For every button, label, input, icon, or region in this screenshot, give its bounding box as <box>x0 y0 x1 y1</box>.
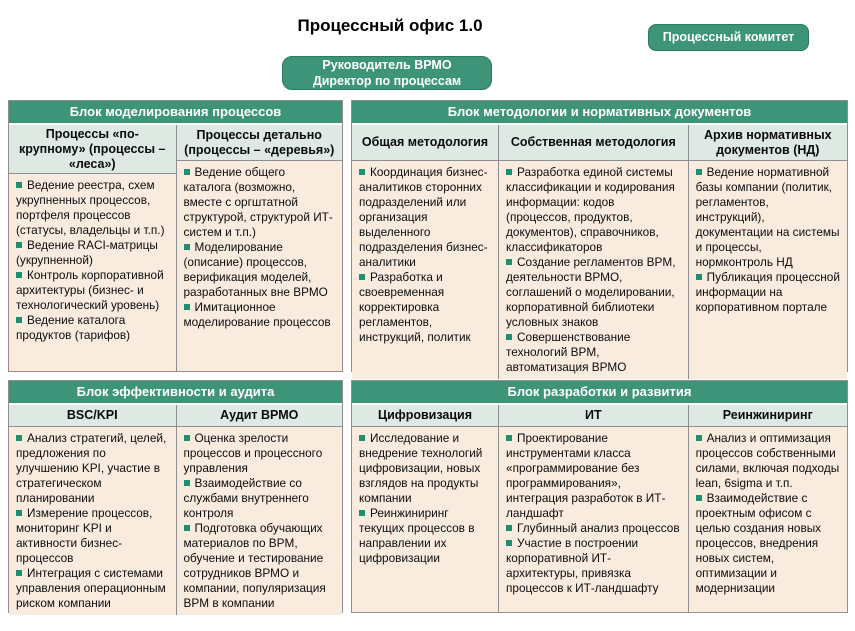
item-text: Реинжиниринг текущих процессов в направлении их цифровизации <box>359 506 475 565</box>
list-item <box>696 491 841 596</box>
item-text: Анализ и оптимизация процессов собственными силами, включая подходы lean, 6sigma и т.п. <box>695 431 840 490</box>
column-items <box>9 174 176 371</box>
item-text: Публикация процессной информации на корпоративном портале <box>695 270 840 314</box>
list-item <box>16 506 170 566</box>
list-item <box>696 270 841 315</box>
item-text: Контроль корпоративной архитектуры (бизнес- и технологический уровень) <box>16 268 164 313</box>
list-item <box>184 521 337 611</box>
bullet-square-icon <box>696 169 702 175</box>
column-items <box>499 161 688 379</box>
column-header: Процессы «по-крупному» (процессы – «леса») <box>9 125 176 174</box>
bullet-square-icon <box>16 242 22 248</box>
item-text: Измерение процессов, мониторинг KPI и активности бизнес-процессов <box>16 506 153 565</box>
bullet-square-icon <box>16 570 22 576</box>
page-title: Процессный офис 1.0 <box>297 16 483 35</box>
bullet-square-icon <box>359 435 365 441</box>
bpmo-head-line2: Директор по процессам <box>312 74 462 88</box>
column-items <box>177 161 343 371</box>
column-own-methodology <box>498 125 688 379</box>
list-item <box>16 566 170 611</box>
column-header: Реинжиниринг <box>689 405 847 427</box>
bullet-square-icon <box>506 435 512 441</box>
column-header: Аудит ВРМО <box>177 405 343 427</box>
column-header: Общая методология <box>352 125 498 161</box>
bullet-square-icon <box>16 272 22 278</box>
block-columns <box>352 125 847 374</box>
item-text: Ведение общего каталога (возможно, вместе с оргштатной структурой, структурой ИТ-систем и т.п.) <box>183 165 333 239</box>
bullet-square-icon <box>359 510 365 516</box>
list-item <box>506 521 682 536</box>
item-text: Интеграция с системами управления операционным риском компании <box>16 566 166 610</box>
column-processes-coarse <box>9 125 176 371</box>
column-items <box>689 161 847 379</box>
column-items <box>177 427 343 615</box>
column-items <box>689 427 847 612</box>
column-items <box>9 427 176 615</box>
list-item <box>506 165 682 255</box>
block-methodology-docs <box>351 100 848 372</box>
bullet-square-icon <box>359 169 365 175</box>
list-item <box>184 431 337 476</box>
item-text: Разработка и своевременная корректировка регламентов, инструкций, политик <box>359 270 471 344</box>
item-text: Ведение каталога продуктов (тарифов) <box>16 313 131 343</box>
item-text: Взаимодействие с проектным офисом с целью создания новых процессов, внедрения новых систем, оптимизации и модернизации <box>695 491 822 595</box>
block-title: Блок моделирования процессов <box>9 101 342 125</box>
list-item <box>506 330 682 375</box>
block-columns <box>9 125 342 371</box>
block-columns <box>9 405 342 612</box>
item-text: Взаимодействие со службами внутреннего контроля <box>183 476 309 520</box>
bpmo-head-badge <box>282 56 492 90</box>
item-text: Участие в построении корпоративной ИТ-архитектуры, привязка процессов к ИТ-ландшафту <box>506 536 659 595</box>
list-item <box>184 165 337 240</box>
list-item <box>506 536 682 596</box>
process-committee-badge: Процессный комитет <box>648 24 809 51</box>
column-it <box>498 405 688 612</box>
item-text: Оценка зрелости процессов и процессного управления <box>183 431 323 475</box>
item-text: Совершенствование технологий BPM, автоматизация ВРМО <box>506 330 631 374</box>
list-item <box>359 431 492 506</box>
item-text: Создание регламентов BPM, деятельности ВРМО, соглашений о моделировании, корпоративной библиотеки условных знаков <box>506 255 676 329</box>
block-title: Блок эффективности и аудита <box>9 381 342 405</box>
bullet-square-icon <box>696 274 702 280</box>
bullet-square-icon <box>506 525 512 531</box>
bullet-square-icon <box>184 435 190 441</box>
item-text: Подготовка обучающих материалов по BPM, обучение и тестирование сотрудников ВРМО и компании, популяризация BPM в компании <box>183 521 326 610</box>
column-header: Процессы детально (процессы – «деревья») <box>177 125 343 161</box>
list-item <box>16 313 170 343</box>
list-item <box>184 300 337 330</box>
item-text: Ведение реестра, схем укрупненных процессов, портфеля процессов (статусы, владельцы и т.п.) <box>16 178 165 238</box>
list-item <box>16 268 170 313</box>
column-header: ИТ <box>499 405 688 427</box>
block-development <box>351 380 848 613</box>
bullet-square-icon <box>184 304 190 310</box>
list-item <box>16 431 170 506</box>
bullet-square-icon <box>16 182 22 188</box>
bullet-square-icon <box>359 274 365 280</box>
block-title: Блок методологии и нормативных документов <box>352 101 847 125</box>
list-item <box>359 506 492 566</box>
bullet-square-icon <box>506 334 512 340</box>
bullet-square-icon <box>696 435 702 441</box>
bullet-square-icon <box>184 244 190 250</box>
item-text: Координация бизнес-аналитиков сторонних подразделений или организация выделенного подразделения бизнес-аналитики <box>359 165 488 269</box>
bpmo-head-line1: Руководитель ВРМО <box>322 58 452 72</box>
list-item <box>359 270 492 345</box>
item-text: Ведение RACI-матрицы (укрупненной) <box>16 238 158 268</box>
list-item <box>696 165 841 270</box>
item-text: Ведение нормативной базы компании (политик, регламентов, инструкций), документации на системы и процессы, нормконтроль НД <box>695 165 840 269</box>
column-header: BSC/KPI <box>9 405 176 427</box>
list-item <box>506 431 682 521</box>
column-bsc-kpi <box>9 405 176 615</box>
column-processes-detailed <box>176 125 343 371</box>
list-item <box>184 476 337 521</box>
column-reengineering <box>688 405 847 612</box>
bullet-square-icon <box>184 169 190 175</box>
item-text: Проектирование инструментами класса «программирование без программирования», интеграция разработок в ИТ-ландшафт <box>506 431 666 520</box>
block-process-modeling <box>8 100 343 372</box>
column-normative-archive <box>688 125 847 379</box>
bullet-square-icon <box>16 317 22 323</box>
list-item <box>16 238 170 268</box>
bullet-square-icon <box>506 540 512 546</box>
block-columns <box>352 405 847 612</box>
block-effectiveness-audit <box>8 380 343 613</box>
column-bpmo-audit <box>176 405 343 615</box>
bullet-square-icon <box>696 495 702 501</box>
bullet-square-icon <box>16 435 22 441</box>
bullet-square-icon <box>506 169 512 175</box>
bullet-square-icon <box>506 259 512 265</box>
item-text: Имитационное моделирование процессов <box>183 300 331 329</box>
item-text: Разработка единой системы классификации и кодирования информации: кодов (процессов, продуктов, документов), справочников, классификаторов <box>506 165 675 254</box>
item-text: Исследование и внедрение технологий цифровизации, новых взглядов на продукты компании <box>359 431 483 505</box>
column-items <box>352 161 498 379</box>
item-text: Моделирование (описание) процессов, верификация моделей, разработанных вне ВРМО <box>183 240 328 299</box>
column-header: Цифровизация <box>352 405 498 427</box>
column-items <box>352 427 498 612</box>
column-digitalization <box>352 405 498 612</box>
column-header: Архив нормативных документов (НД) <box>689 125 847 161</box>
column-items <box>499 427 688 612</box>
bullet-square-icon <box>16 510 22 516</box>
bullet-square-icon <box>184 525 190 531</box>
list-item <box>696 431 841 491</box>
list-item <box>506 255 682 330</box>
item-text: Глубинный анализ процессов <box>517 521 680 535</box>
list-item <box>359 165 492 270</box>
block-title: Блок разработки и развития <box>352 381 847 405</box>
column-general-methodology <box>352 125 498 379</box>
bullet-square-icon <box>184 480 190 486</box>
list-item <box>184 240 337 300</box>
list-item <box>16 178 170 238</box>
item-text: Анализ стратегий, целей, предложения по улучшению KPI, участие в стратегическом планировании <box>16 431 167 505</box>
column-header: Собственная методология <box>499 125 688 161</box>
